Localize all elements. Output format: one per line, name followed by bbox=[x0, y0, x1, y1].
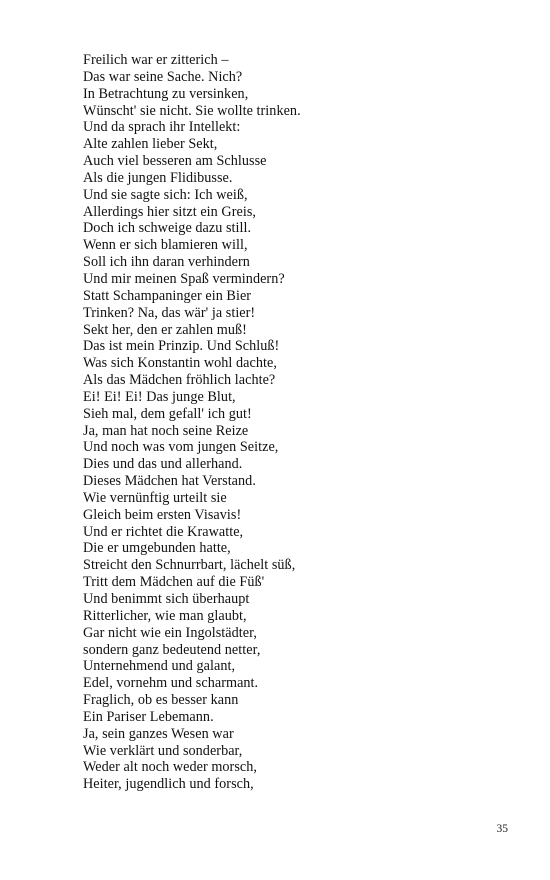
poem-line: Sekt her, den er zahlen muß! bbox=[83, 321, 247, 338]
poem-line: Und er richtet die Krawatte, bbox=[83, 523, 244, 540]
poem-line: sondern ganz bedeutend netter, bbox=[83, 641, 261, 658]
poem-line: Das war seine Sache. Nich? bbox=[83, 68, 243, 85]
poem-line: Wünscht' sie nicht. Sie wollte trinken. bbox=[83, 102, 301, 119]
poem-line: Das ist mein Prinzip. Und Schluß! bbox=[83, 338, 280, 355]
poem-line: Und da sprach ihr Intellekt: bbox=[83, 119, 241, 136]
poem-line: Heiter, jugendlich und forsch, bbox=[83, 776, 254, 793]
poem-line: Fraglich, ob es besser kann bbox=[83, 692, 239, 709]
poem-line: Ritterlicher, wie man glaubt, bbox=[83, 607, 247, 624]
page-number: 35 bbox=[496, 823, 508, 835]
poem-line: Trinken? Na, das wär' ja stier! bbox=[83, 304, 256, 321]
poem-text bbox=[83, 52, 503, 793]
poem-line: Alte zahlen lieber Sekt, bbox=[83, 136, 218, 153]
poem-line: Dieses Mädchen hat Verstand. bbox=[83, 473, 256, 490]
poem-line: Und noch was vom jungen Seitze, bbox=[83, 439, 279, 456]
poem-line: Als die jungen Flidibusse. bbox=[83, 169, 233, 186]
poem-line: Was sich Konstantin wohl dachte, bbox=[83, 355, 277, 372]
poem-line: Weder alt noch weder morsch, bbox=[83, 759, 257, 776]
poem-line: Wenn er sich blamieren will, bbox=[83, 237, 248, 254]
poem-line: In Betrachtung zu versinken, bbox=[83, 85, 249, 102]
poem-line: Auch viel besseren am Schlusse bbox=[83, 153, 267, 170]
poem-line: Und mir meinen Spaß vermindern? bbox=[83, 270, 285, 287]
poem-line: Gar nicht wie ein Ingolstädter, bbox=[83, 624, 257, 641]
poem-line: Allerdings hier sitzt ein Greis, bbox=[83, 203, 256, 220]
poem-line: Dies und das und allerhand. bbox=[83, 456, 243, 473]
poem-line: Als das Mädchen fröhlich lachte? bbox=[83, 372, 276, 389]
poem-line: Streicht den Schnurrbart, lächelt süß, bbox=[83, 557, 296, 574]
poem-line: Edel, vornehm und scharmant. bbox=[83, 675, 259, 692]
poem-line: Die er umgebunden hatte, bbox=[83, 540, 231, 557]
poem-line: Unternehmend und galant, bbox=[83, 658, 236, 675]
poem-line: Tritt dem Mädchen auf die Füß' bbox=[83, 574, 265, 591]
poem-line: Doch ich schweige dazu still. bbox=[83, 220, 252, 237]
poem-line: Wie verklärt und sonderbar, bbox=[83, 742, 243, 759]
poem-line: Ja, sein ganzes Wesen war bbox=[83, 725, 234, 742]
poem-line: Ja, man hat noch seine Reize bbox=[83, 422, 249, 439]
poem-line: Wie vernünftig urteilt sie bbox=[83, 489, 227, 506]
poem-line: Sieh mal, dem gefall' ich gut! bbox=[83, 405, 252, 422]
poem-line: Ei! Ei! Ei! Das junge Blut, bbox=[83, 388, 236, 405]
poem-line: Gleich beim ersten Visavis! bbox=[83, 506, 242, 523]
poem-line: Ein Pariser Lebemann. bbox=[83, 708, 214, 725]
poem-line: Freilich war er zitterich – bbox=[83, 52, 229, 68]
poem-line: Statt Schampaninger ein Bier bbox=[83, 287, 252, 304]
poem-line: Und benimmt sich überhaupt bbox=[83, 591, 250, 607]
poem-line: Soll ich ihn daran verhindern bbox=[83, 254, 250, 271]
poem-line: Und sie sagte sich: Ich weiß, bbox=[83, 186, 248, 203]
